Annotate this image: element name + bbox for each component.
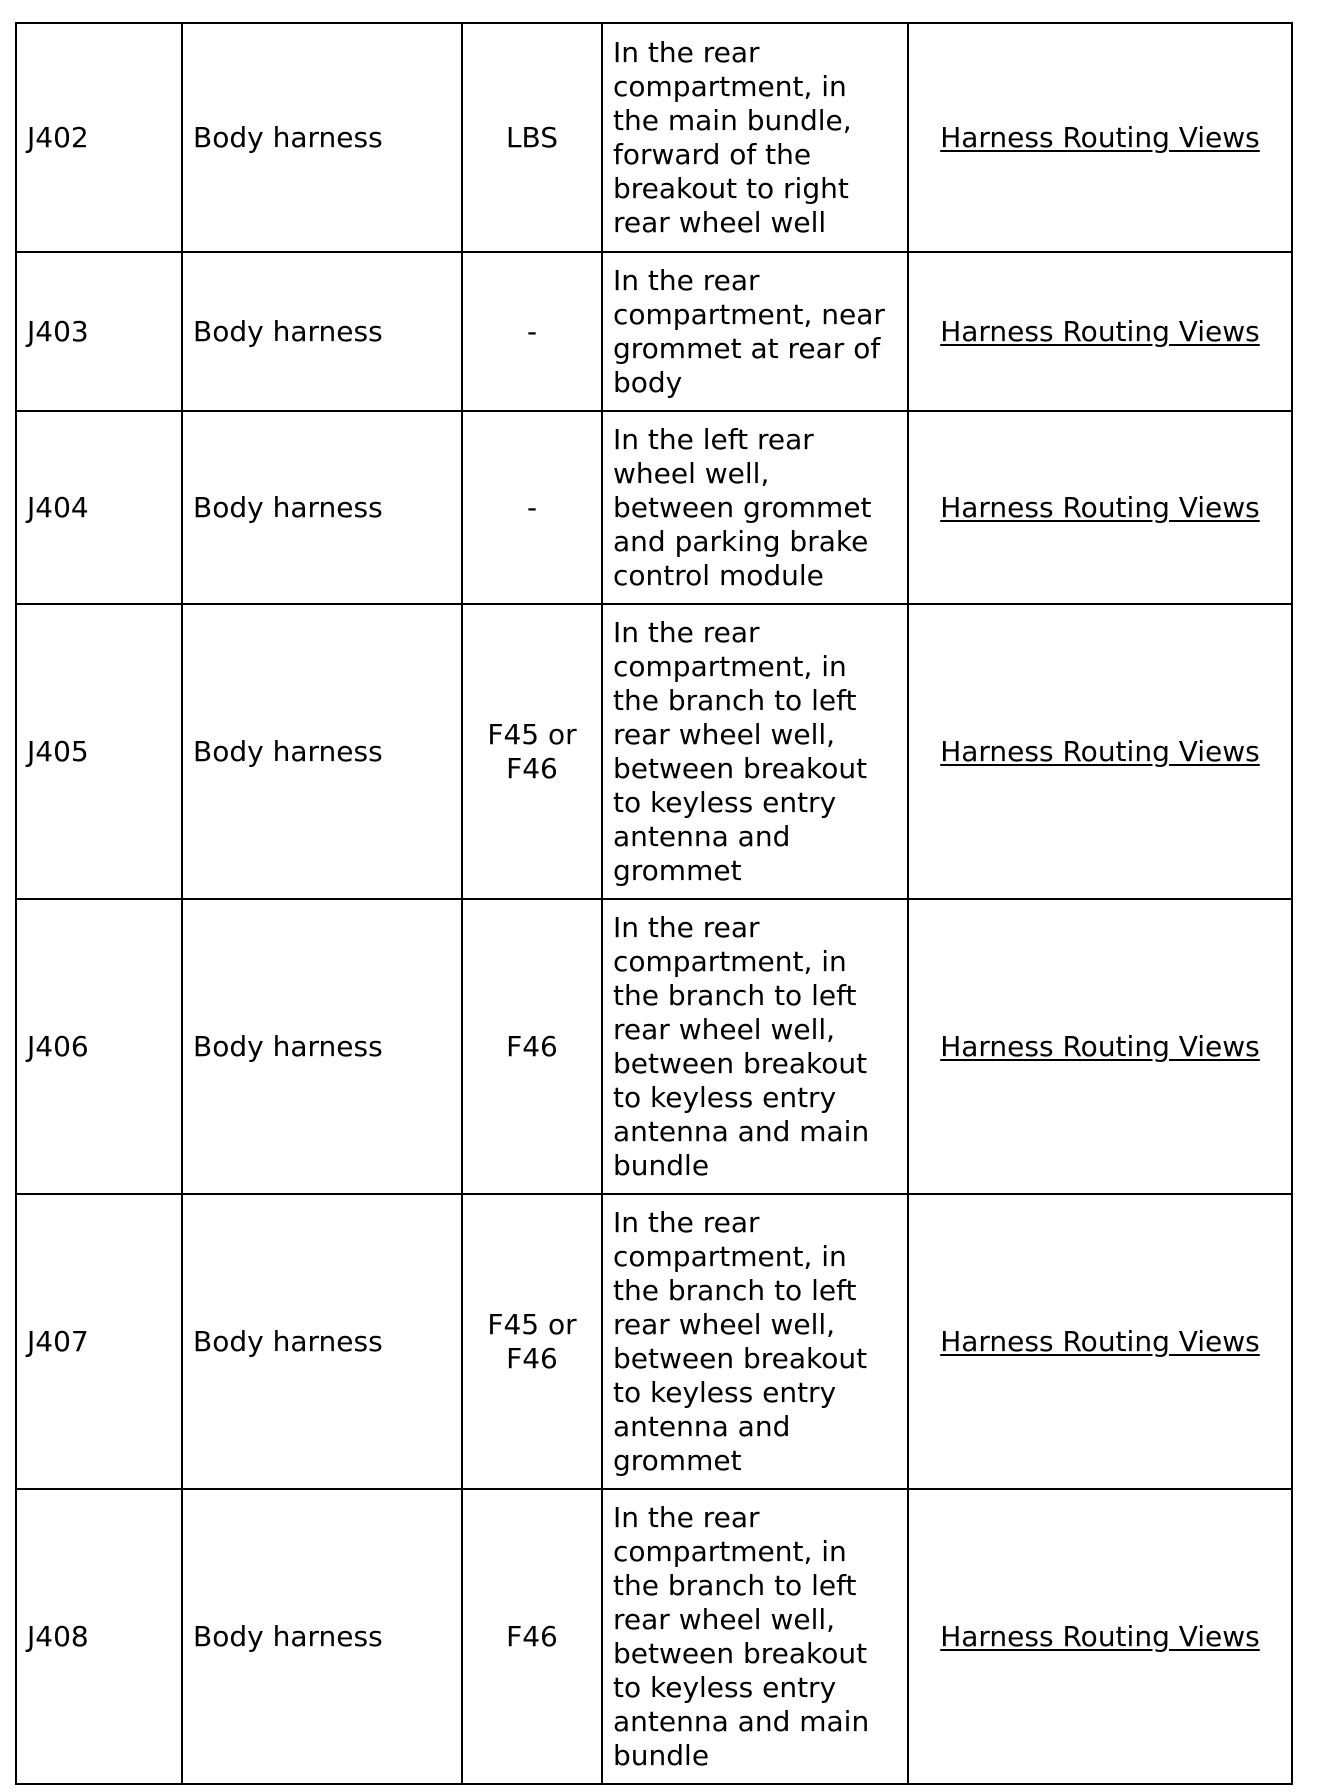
table-row: [16, 604, 1292, 899]
harness-routing-views-link[interactable]: Harness Routing Views: [940, 734, 1260, 768]
connector-id: J404: [16, 411, 182, 604]
fuse-value: LBS: [462, 23, 602, 252]
fuse-value: F46: [462, 1489, 602, 1784]
table-row: [16, 252, 1292, 411]
table-row: [16, 899, 1292, 1194]
connector-id: J402: [16, 23, 182, 252]
harness-routing-views-link[interactable]: Harness Routing Views: [940, 1029, 1260, 1063]
harness-name: Body harness: [182, 604, 462, 899]
routing-cell: [908, 23, 1292, 252]
connector-id: J406: [16, 899, 182, 1194]
routing-cell: [908, 604, 1292, 899]
connector-id: J408: [16, 1489, 182, 1784]
harness-name: Body harness: [182, 411, 462, 604]
routing-cell: [908, 411, 1292, 604]
fuse-value: F45 or F46: [462, 604, 602, 899]
harness-name: Body harness: [182, 1194, 462, 1489]
location-description: In the rear compartment, in the branch to left rear wheel well, between breakout to keyless entry antenna and main bundle: [602, 1489, 908, 1784]
fuse-value: F46: [462, 899, 602, 1194]
harness-name: Body harness: [182, 23, 462, 252]
table-row: [16, 1194, 1292, 1489]
routing-cell: [908, 1489, 1292, 1784]
routing-cell: [908, 1194, 1292, 1489]
connector-id: J407: [16, 1194, 182, 1489]
routing-cell: [908, 899, 1292, 1194]
location-description: In the rear compartment, in the branch to left rear wheel well, between breakout to keyless entry antenna and grommet: [602, 1194, 908, 1489]
harness-name: Body harness: [182, 899, 462, 1194]
fuse-value: -: [462, 252, 602, 411]
harness-routing-views-link[interactable]: Harness Routing Views: [940, 1619, 1260, 1653]
harness-name: Body harness: [182, 1489, 462, 1784]
location-description: In the left rear wheel well, between grommet and parking brake control module: [602, 411, 908, 604]
location-description: In the rear compartment, in the main bundle, forward of the breakout to right rear wheel well: [602, 23, 908, 252]
location-description: In the rear compartment, in the branch to left rear wheel well, between breakout to keyless entry antenna and grommet: [602, 604, 908, 899]
location-description: In the rear compartment, near grommet at rear of body: [602, 252, 908, 411]
harness-name: Body harness: [182, 252, 462, 411]
connector-location-table: [15, 22, 1293, 1785]
harness-routing-views-link[interactable]: Harness Routing Views: [940, 314, 1260, 348]
harness-routing-views-link[interactable]: Harness Routing Views: [940, 490, 1260, 524]
connector-id: J405: [16, 604, 182, 899]
fuse-value: -: [462, 411, 602, 604]
fuse-value: F45 or F46: [462, 1194, 602, 1489]
routing-cell: [908, 252, 1292, 411]
harness-routing-views-link[interactable]: Harness Routing Views: [940, 1324, 1260, 1358]
harness-routing-views-link[interactable]: Harness Routing Views: [940, 120, 1260, 154]
table-row: [16, 23, 1292, 252]
connector-id: J403: [16, 252, 182, 411]
location-description: In the rear compartment, in the branch to left rear wheel well, between breakout to keyless entry antenna and main bundle: [602, 899, 908, 1194]
table-row: [16, 411, 1292, 604]
table-row: [16, 1489, 1292, 1784]
